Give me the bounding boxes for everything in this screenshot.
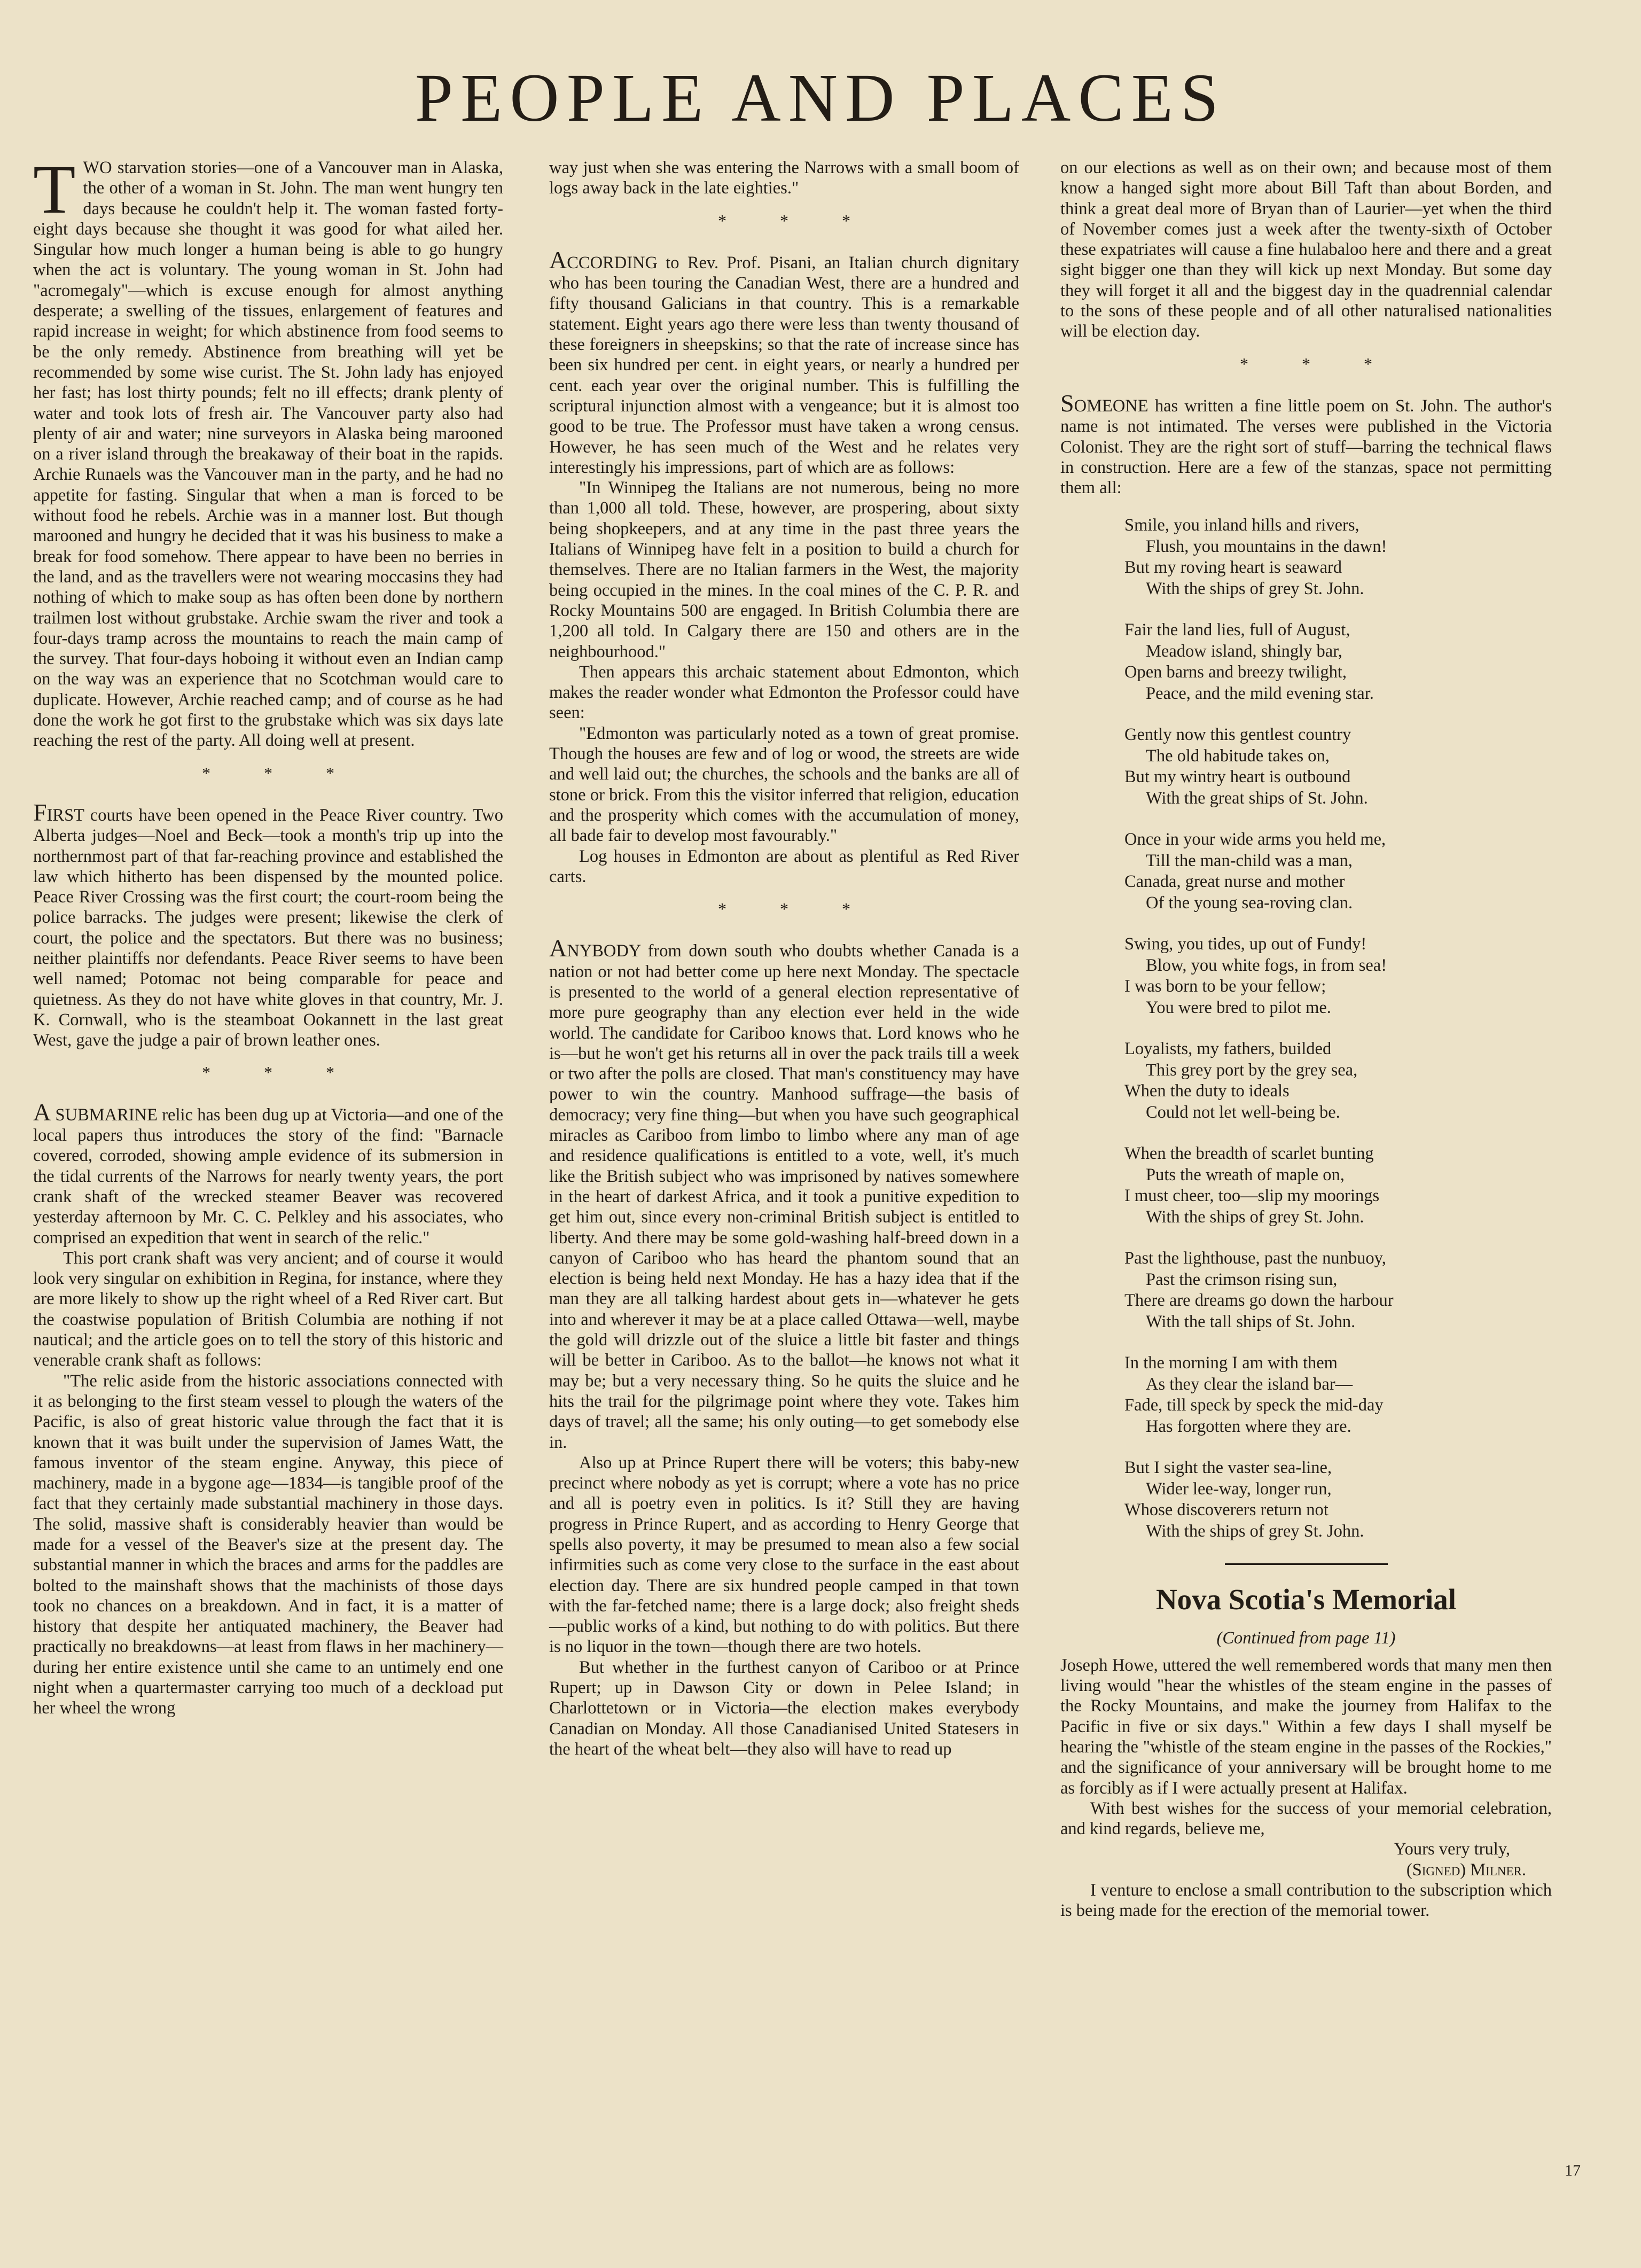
initial-cap: S [1060,389,1074,417]
poem-line: With the great ships of St. John. [1146,788,1368,808]
poem-line: Puts the wreath of maple on, [1146,1165,1345,1184]
column-2 [549,158,1019,1759]
initial-cap: F [33,798,47,826]
paragraph: on our elections as well as on their own; and because most of them know a hanged sight more about Bill Taft than about Borden, and think a great deal more of Bryan than of Laurier—yet when the third of November comes just a week after the twenty-sixth of October these expatriates will cause a fine hulabaloo here and there and a great sight bigger one than they will kick up next Monday. But some day they will forget it all and the biggest day in the quadrennial calendar to the sons of these people and of all other naturalised nationalities will be election day. [1060,158,1552,341]
paragraph-peace-river: FIRST courts have been opened in the Peace River country. Two Alberta judges—Noel and Beck—took a month's trip up into the northernmost part of that far-reaching province and established the law which hitherto has been dispensed by the mounted police. Peace River Crossing was the first court; the court-room being the police barracks. The judges were present; likewise the clerk of court, the police and the spectators. But there was no business; neither plaintiffs nor defendants. Peace River seems to have been well named; Potomac not being comparable for peace and quietness. As they do not have white gloves in that country, Mr. J. K. Cornwall, who is the steamboat Ookannett in the last great West, gave the judge a pair of brown leather ones. [33,798,503,1050]
poem-line: Once in your wide arms you held me, [1124,830,1386,849]
poem-line: Peace, and the mild evening star. [1146,683,1374,703]
poem-line: Canada, great nurse and mother [1124,872,1345,892]
poem-line: In the morning I am with them [1124,1353,1338,1373]
drop-cap: T [33,151,76,228]
poem-line: Swing, you tides, up out of Fundy! [1124,934,1367,954]
poem-line: Gently now this gentlest country [1124,725,1351,745]
letter-closing: Yours very truly, [1394,1840,1510,1859]
poem-stanza [1124,724,1552,809]
paragraph: Also up at Prince Rupert there will be voters; this baby-new precinct where nobody as yet is corrupt; where a vote has no price and all is poetry even in politics. Is it? Still they are having progress in Prince Rupert, and as according to Henry George that spells also poverty, it may be presumed to mean also a few social infirmities such as come very close to the surface in the east about election day. There are six hundred people camped in that town with the far-fetched name; there is a large dock; also freight sheds—public works of a kind, but nothing to do with politics. But there is no liquor in the town—though there are two hotels. [549,1453,1019,1657]
initial-cap: A [33,1098,51,1126]
paragraph-letter: Joseph Howe, uttered the well remembered words that many men then living would "hear the whistles of the steam engine in the passes of the Rocky Mountains, and make the journey from Halifax to the Pacific in five or six days." Within a few days I shall myself be hearing the "whistle of the steam engine in the passes of the Rockies," and the significance of your anniversary will be brought home to me as forcibly as if I were actually present at Halifax. [1060,1655,1552,1798]
paragraph-starvation: TWO starvation stories—one of a Vancouver man in Alaska, the other of a woman in St. John. The man went hungry ten days because he couldn't help it. The woman fasted forty-eight days because she thought it was good for what ailed her. Singular how much longer a human being is able to go hungry when the act is voluntary. The young woman in St. John had "acromegaly"—which is excuse enough for almost anything desperate; a swelling of the tissues, enlargement of features and rapid increase in weight; for which abstinence from food seems to be the only remedy. Abstinence from breathing will yet be recommended by some wise curist. The St. John lady has enjoyed her fast; has lost thirty pounds; felt no ill effects; drank plenty of water and took lots of fresh air. The Vancouver party also had plenty of air and water; nine surveyors in Alaska being marooned on a river island through the breakaway of their boat in the rapids. Archie Runaels was the Vancouver man in the party, and he had no appetite for fasting. Singular that when a man is forced to be without food he rebels. Archie was in a manner lost. But though marooned and hungry he decided that it was his business to make a break for food somehow. There appear to have been no berries in the land, and as the travellers were not wearing moccasins they had nothing of which to make soup as has often been done by northern trailmen lost without grubstake. Archie swam the river and took a four-days tramp across the mountains to reach the main camp of the survey. That four-days hoboing it without even an Indian camp on the way was an experience that no Scotchman would care to duplicate. However, Archie reached camp; and of course as he had done the work he got first to the grubstake which was six days late reaching the rest of the party. All doing well at present. [33,151,503,751]
poem-stanza [1124,1353,1552,1437]
initial-cap: A [549,246,567,274]
poem-stanza [1124,1039,1552,1123]
section-separator: * * * [202,763,359,783]
poem-line: The old habitude takes on, [1146,746,1330,766]
column-1 [33,151,503,1719]
poem-line: You were bred to pilot me. [1146,997,1331,1017]
poem-line: Fade, till speck by speck the mid-day [1124,1396,1384,1415]
section-separator: * * * [202,1063,359,1082]
section-heading: Nova Scotia's Memorial [1155,1583,1457,1616]
poem-stanza [1124,620,1552,704]
section-separator: * * * [718,899,875,919]
poem-line: There are dreams go down the harbour [1124,1291,1394,1311]
paragraph-letter: With best wishes for the success of your memorial celebration, and kind regards, believe me, [1060,1798,1552,1839]
poem-stanza [1124,829,1552,914]
letter-signature: (Signed) Milner. [1406,1860,1526,1880]
poem-line: Blow, you white fogs, in from sea! [1146,955,1387,975]
column-3 [1060,158,1552,1921]
poem-line: Wider lee-way, longer run, [1146,1479,1332,1499]
paragraph-quote: "The relic aside from the historic associations connected with it as belonging to the first steam vessel to plough the waters of the Pacific, is also of great historic value through the fact that it is known that it was built under the supervision of James Watt, the famous inventor of the steam engine. Anyway, this piece of machinery, made in a bygone age—1834—is tangible proof of the fact that they certainly made substantial machinery in those days. The solid, massive shaft is considerably heavier than would be made for a vessel of the Beaver's size at the present day. The substantial manner in which the braces and arms for the paddles are bolted to the mainshaft shows that the machinists of those days took no chances on a breakdown. And in fact, it is a matter of history that despite her antiquated machinery, the Beaver had practically no breakdowns—at least from flaws in her machinery—during her entire existence until she came to an untimely end one night when a quartermaster carrying too much of a deckload put her wheel the wrong [33,1371,503,1718]
poem-line: When the duty to ideals [1124,1081,1290,1101]
poem-line: When the breadth of scarlet bunting [1124,1144,1374,1164]
poem-line: Has forgotten where they are. [1146,1416,1351,1436]
poem-line: With the ships of grey St. John. [1146,579,1364,598]
paragraph: Then appears this archaic statement about Edmonton, which makes the reader wonder what Edmonton the Professor could have seen: [549,662,1019,723]
page-title: PEOPLE AND PLACES [415,60,1226,136]
paragraph-quote: "In Winnipeg the Italians are not numerous, being no more than 1,000 all told. These, however, are prospering, about sixty being shopkeepers, and at any time in the past three years the Italians of Winnipeg have felt in a position to build a church for themselves. There are no Italian farmers in the West, the majority being occupied in the mines. In the coal mines of the C. P. R. and Rocky Mountains 500 are engaged. In British Columbia there are 1,200 all told. In Calgary there are 150 and others are in the neighbourhood." [549,478,1019,661]
poem-line: Past the crimson rising sun, [1146,1269,1338,1289]
poem-line: As they clear the island bar— [1146,1374,1353,1394]
section-separator: * * * [718,211,875,230]
paragraph-poem-intro: SOMEONE has written a fine little poem on St. John. The author's name is not intimated. The verses were published in the Victoria Colonist. They are the right sort of stuff—barring the technical flaws in construction. Here are a few of the stanzas, space not permitting them all: [1060,389,1552,498]
poem [1124,515,1552,1542]
initial-cap: A [549,934,567,962]
poem-stanza [1124,1248,1552,1332]
poem-line: But my wintry heart is outbound [1124,767,1351,787]
poem-stanza [1124,1143,1552,1228]
divider-rule [1225,1563,1388,1565]
poem-line: Open barns and breezy twilight, [1124,663,1347,682]
poem-line: Could not let well-being be. [1146,1102,1340,1122]
poem-stanza [1124,515,1552,599]
poem-line: Fair the land lies, full of August, [1124,620,1350,640]
poem-line: I must cheer, too—slip my moorings [1124,1186,1380,1206]
paragraph-election: ANYBODY from down south who doubts whether Canada is a nation or not had better come up here next Monday. The spectacle is presented to the world of a general election representative of more pure geography than any election ever held in the wide world. The candidate for Cariboo knows that. Lord knows who he is—but he won't get his returns all in over the pack trails till a week or two after the polls are closed. That man's constituency may have power to win the country. Manhood suffrage—the basis of democracy; very fine thing—but when you have such geographical miracles as Cariboo from limbo to limbo where any man of age and residence qualifications is entitled to a vote, well, it's much like the British subject who was imprisoned by natives somewhere in the heart of darkest Africa, and it took a punitive expedition to get him out, since every non-criminal British subject is entitled to liberty. And there may be some gold-washing half-breed down in a canyon of Cariboo who has heard the phantom sound that an election is being held next Monday. He has a hazy idea that if the man they are all talking hardest about gets in—whatever he gets into and wherever it may be at a place called Ottawa—well, maybe the gold will drizzle out of the sluice a little bit faster and things will be better in Cariboo. As to the ballot—he knows not what it may be; but a very necessary thing. So he quits the sluice and he hits the trail for the pilgrimage point where they vote. Takes him days of travel; all the same; his only outing—to get somebody else in. [549,934,1019,1452]
poem-stanza [1124,1458,1552,1542]
poem-line: With the ships of grey St. John. [1146,1207,1364,1227]
poem-line: I was born to be your fellow; [1124,977,1326,996]
poem-line: Past the lighthouse, past the nunbuoy, [1124,1249,1386,1268]
continued-note: (Continued from page 11) [1216,1628,1396,1648]
poem-line: Whose discoverers return not [1124,1500,1329,1520]
poem-line: Till the man-child was a man, [1146,851,1353,870]
poem-line: Meadow island, shingly bar, [1146,641,1342,661]
poem-line: Flush, you mountains in the dawn! [1146,536,1387,556]
poem-line: But my roving heart is seaward [1124,558,1342,578]
poem-line: Loyalists, my fathers, builded [1124,1039,1332,1059]
poem-stanza [1124,934,1552,1018]
paragraph-letter: I venture to enclose a small contribution to the subscription which is being made for the erection of the memorial tower. [1060,1881,1552,1921]
poem-line: With the ships of grey St. John. [1146,1521,1364,1541]
poem-line: This grey port by the grey sea, [1146,1060,1358,1080]
paragraph-quote: "Edmonton was particularly noted as a town of great promise. Though the houses are few and of log or wood, the streets are wide and well laid out; the churches, the schools and the banks are all of stone or brick. From this the visitor inferred that religion, education and the prosperity which comes with the accumulation of money, all bade fair to develop most favourably." [549,723,1019,846]
poem-line: Of the young sea-roving clan. [1146,893,1353,913]
section-separator: * * * [1240,354,1397,373]
paragraph: Log houses in Edmonton are about as plentiful as Red River carts. [549,846,1019,886]
paragraph-galicians: ACCORDING to Rev. Prof. Pisani, an Italian church dignitary who has been touring the Canadian West, there are a hundred and fifty thousand Galicians in that country. This is a remarkable statement. Eight years ago there were less than twenty thousand of these foreigners in sheepskins; so that the rate of increase since has been six hundred per cent. in eight years, or nearly a hundred per cent. each year over the original number. This is fulfilling the scriptural injunction almost with a vengeance; but it is almost too good to be true. The Professor must have taken a wrong census. However, he has seen much of the West and he relates very interestingly his impressions, part of which are as follows: [549,246,1019,477]
poem-line: With the tall ships of St. John. [1146,1312,1356,1331]
page-number: 17 [1565,2162,1581,2179]
paragraph: This port crank shaft was very ancient; and of course it would look very singular on exhibition in Regina, for instance, where they are more likely to show up the right wheel of a Red River cart. But the coastwise population of British Columbia are nothing if not nautical; and the article goes on to tell the story of this historic and venerable crank shaft as follows: [33,1248,503,1370]
poem-line: Smile, you inland hills and rivers, [1124,516,1359,535]
paragraph: But whether in the furthest canyon of Cariboo or at Prince Rupert; up in Dawson City or down in Pelee Island; in Charlottetown or in Victoria—the election makes everybody Canadian on Monday. All those Canadianised United Statesers in the heart of the wheat belt—they also will have to read up [549,1657,1019,1759]
poem-line: But I sight the vaster sea-line, [1124,1458,1332,1478]
paragraph: way just when she was entering the Narrows with a small boom of logs away back in the late eighties." [549,158,1019,198]
paragraph-submarine-relic: A SUBMARINE relic has been dug up at Victoria—and one of the local papers thus introduces the story of the find: "Barnacle covered, corroded, showing ample evidence of its submersion in the tidal currents of the Narrows for nearly twenty years, the port crank shaft of the wrecked steamer Beaver was recovered yesterday afternoon by Mr. C. C. Pelkley and his associates, who comprised an expedition that went in search of the relic." [33,1098,503,1248]
